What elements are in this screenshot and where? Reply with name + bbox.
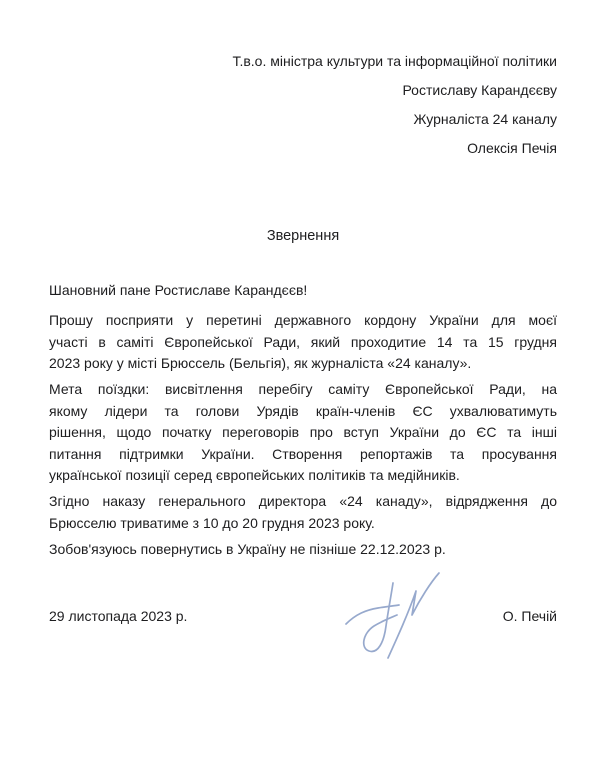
date-text: 29 листопада 2023 р.	[49, 608, 188, 624]
paragraph-line: Брюсселю триватиме з 10 до 20 грудня 2023 року.	[49, 514, 375, 531]
signature-row	[49, 606, 557, 628]
recipient-block	[49, 47, 557, 163]
paragraph-trip-purpose	[49, 379, 557, 487]
paragraph-line: Згідно наказу генерального директора «24 канаду», відрядження до	[49, 493, 557, 509]
paragraph-line: питання підтримки України. Створення репортажів та просування	[49, 445, 557, 462]
paragraph-line: рішення, щодо початку переговорів про вступ України до ЄС та інші	[49, 424, 557, 440]
paragraph-order-reference	[49, 491, 557, 534]
letter-title: Звернення	[266, 228, 340, 244]
signer-name: О. Печій	[502, 608, 557, 624]
recipient-line-name: Ростиславу Карандєєву	[402, 82, 557, 98]
paragraph-travel-request	[49, 310, 557, 375]
paragraph-line: Прошу посприяти у перетині державного кордону України для моєї	[49, 312, 557, 328]
paragraph-line: 2023 року у місті Брюссель (Бельгія), як журналіста «24 каналу».	[49, 355, 472, 371]
paragraph-return-commitment	[49, 539, 557, 561]
paragraph-line: участі в саміті Європейської Ради, який проходитие 14 та 15 грудня	[49, 333, 557, 350]
sender-line-role: Журналіста 24 каналу	[413, 111, 557, 127]
paragraph-line: Зобов'язуюсь повернутись в Україну не пізніше 22.12.2023 р.	[49, 541, 446, 557]
salutation: Шановний пане Ростиславе Карандєєв!	[49, 282, 308, 298]
sender-line-name: Олексія Печія	[467, 140, 557, 156]
recipient-line-position: Т.в.о. міністра культури та інформаційної політики	[232, 53, 557, 69]
paragraph-line: української позиції серед європейських політиків та медійників.	[49, 467, 460, 483]
paragraph-line: якому лідери та голови Урядів країн-членів ЄС ухвалюватимуть	[49, 402, 557, 419]
paragraph-line: Мета поїздки: висвітлення перебігу саміту Європейської Ради, на	[49, 381, 557, 397]
